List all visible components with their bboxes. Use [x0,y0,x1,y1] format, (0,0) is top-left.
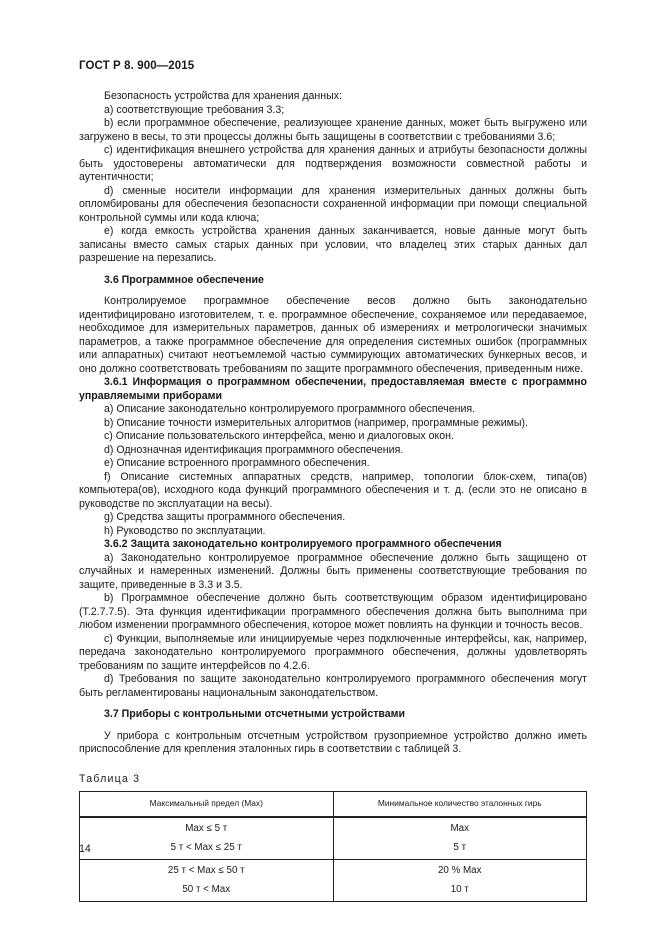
section-heading-3-6-1: 3.6.1 Информация о программном обеспечении, предоставляемая вместе с программно управляемыми приборами [79,376,587,402]
storage-intro: Безопасность устройства для хранения данных: [104,90,342,102]
list-item: a) Законодательно контролируемое программное обеспечение должно быть защищено от случайных и намеренных изменений. Должны быть применены соответствующие требования по защите, приведенные в 3.3 и 3.5. [79,551,587,591]
table-cell: 50 т < Max [80,880,334,902]
list-item: d) сменные носители информации для хранения измерительных данных должны быть опломбированы для обеспечения безопасности сохраненной информации при помощи специальной контрольной суммы или кода ключа; [79,184,587,224]
page-number: 14 [79,843,91,855]
list-item: b) Описание точности измерительных алгоритмов (например, программные режимы). [104,416,528,429]
table-cell: 5 т [333,838,587,860]
table-row [80,859,587,880]
weights-table [79,791,587,902]
table-row [80,880,587,902]
section-paragraph: У прибора с контрольным отсчетным устройством грузоприемное устройство должно иметь приспособление для крепления эталонных гирь в соответствии с таблицей 3. [79,729,587,755]
table-row [80,817,587,838]
list-item: b) если программное обеспечение, реализующее хранение данных, может быть выгружено или загружено в весы, то эти процессы должны быть защищены в соответствии с требованиями 3.6; [79,117,587,143]
list-item: f) Описание системных аппаратных средств, например, топологии блок-схем, типа(ов) компьютера(ов), исходного кода функций программного обеспечения и т. д. (если это не описано в руководстве по эксплуатации на весы). [79,470,587,510]
list-item: b) Программное обеспечение должно быть соответствующим образом идентифицировано (Т.2.7.7.5). Эта функция идентификации программного обеспечения должна быть выполнима при любом изменении программного обеспечения, которое может повлиять на функции и точность весов. [79,592,587,631]
list-item: h) Руководство по эксплуатации. [104,524,266,537]
page-body [79,90,587,902]
list-item: e) Описание встроенного программного обеспечения. [104,457,370,469]
table-row [80,838,587,860]
list-item: d) Однозначная идентификация программного обеспечения. [104,443,404,456]
table-header-min-weights: Минимальное количество эталонных гирь [333,792,587,817]
table-caption: Таблица 3 [79,772,141,785]
list-item: a) Описание законодательно контролируемого программного обеспечения. [104,403,476,415]
list-item: c) Описание пользовательского интерфейса, меню и диалоговых окон. [104,430,454,442]
list-item: e) когда емкость устройства хранения данных заканчивается, новые данные могут быть записаны вместо самых старых данных при условии, что владелец этих старых данных дал разрешение на перезапись. [79,225,587,264]
table-header-max: Максимальный предел (Max) [80,792,334,817]
list-item: c) Функции, выполняемые или инициируемые через подключенные интерфейсы, как, например, передача законодательно контролируемого программного обеспечения, должны удовлетворять требованиям по защите интерфейсов по 4.2.6. [79,632,587,672]
table-cell: Max [333,817,587,838]
section-heading-3-6: 3.6 Программное обеспечение [104,273,264,286]
list-item: d) Требования по защите законодательно контролируемого программного обеспечения могут быть регламентированы национальным законодательством. [79,673,587,699]
table-cell: 5 т < Max ≤ 25 т [80,838,334,860]
section-heading-3-7: 3.7 Приборы с контрольными отсчетными устройствами [104,708,406,720]
table-cell: 25 т < Max ≤ 50 т [80,859,334,880]
table-cell: 10 т [333,880,587,902]
document-header: ГОСТ Р 8. 900—2015 [79,60,195,72]
section-heading-3-6-2: 3.6.2 Защита законодательно контролируемого программного обеспечения [104,538,502,550]
list-item: c) идентификация внешнего устройства для хранения данных и атрибуты безопасности должны быть удостоверены автоматически для подтверждения возможности совместной работы и аутентичности; [79,144,587,183]
table-cell: Max ≤ 5 т [80,817,334,838]
section-paragraph: Контролируемое программное обеспечение весов должно быть законодательно идентифицировано изготовителем, т. е. программное обеспечение, сохраняемое или передаваемое, необходимое для измерительных параметров, данных об измерениях и метрологически значимых параметров, а также программное обеспечение для определения системных ошибок (программных или аппаратных) считают неотъемлемой частью суммирующих автоматических бункерных весов, и оно должно соответствовать требованиям по защите программного обеспечения, приведенным ниже. [79,295,587,375]
list-item: a) соответствующие требования 3.3; [104,103,285,116]
table-cell: 20 % Max [333,859,587,880]
list-item: g) Средства защиты программного обеспечения. [104,511,346,523]
